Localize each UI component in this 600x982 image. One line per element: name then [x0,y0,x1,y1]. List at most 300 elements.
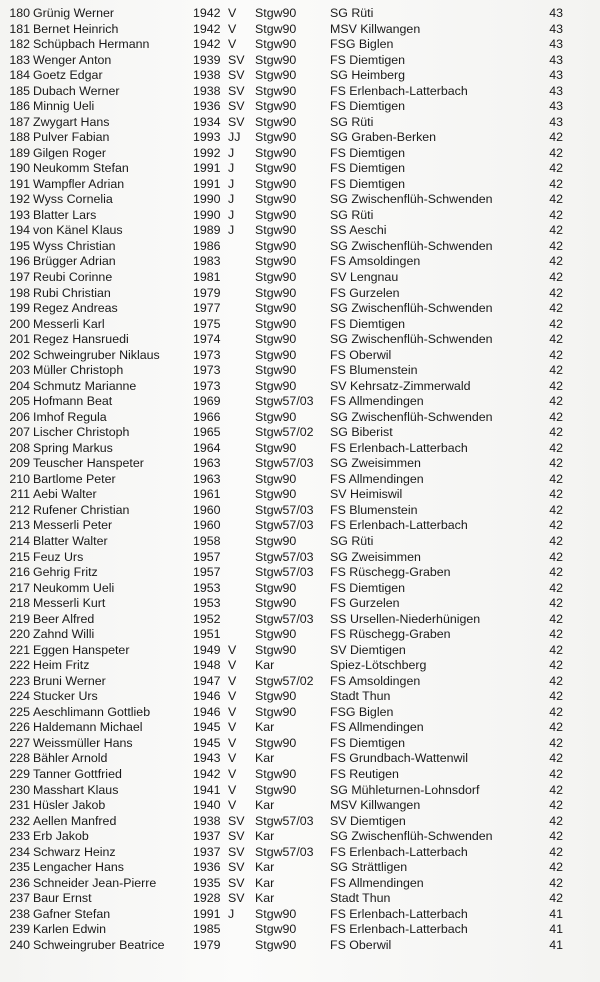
category-cell: SV [228,860,245,875]
score-cell: 42 [549,534,563,549]
club-name: SS Ursellen-Niederhünigen [330,611,481,626]
shooter-name: Messerli Peter [33,518,113,533]
shooter-name: Rufener Christian [33,502,130,517]
rank-cell: 192 [9,192,30,207]
club-name: FSG Biglen [330,37,394,52]
score-cell: 41 [549,922,563,937]
rank-cell: 203 [9,363,30,378]
rank-cell: 223 [9,673,30,688]
shooter-name: Gilgen Roger [33,145,107,160]
list-item [0,814,600,830]
shooter-name: Reubi Corinne [33,270,113,284]
weapon-cell: Stgw90 [255,378,297,393]
score-cell: 42 [549,596,563,611]
shooter-name: Grünig Werner [33,6,115,20]
rank-cell: 214 [9,534,30,549]
weapon-cell: Kar [255,751,275,766]
score-cell: 42 [549,798,563,813]
rank-cell: 181 [9,21,30,36]
birth-year: 1936 [193,860,221,875]
club-name: FS Allmendingen [330,471,424,486]
score-cell: 42 [549,751,563,766]
shooter-name: Bartlome Peter [33,471,116,486]
rank-cell: 188 [9,130,30,145]
birth-year: 1939 [193,52,221,67]
shooter-name: Rubi Christian [33,285,111,300]
list-item [0,394,600,410]
weapon-cell: Stgw57/03 [255,502,314,517]
rank-cell: 190 [9,161,30,176]
category-cell: SV [228,813,245,828]
shooter-name: Regez Andreas [33,301,118,316]
club-name: FSG Biglen [330,704,394,719]
category-cell: V [228,798,237,813]
club-name: FS Allmendingen [330,875,424,890]
list-item [0,550,600,566]
rank-cell: 194 [9,223,30,238]
list-item [0,627,600,643]
list-item [0,317,600,333]
score-cell: 42 [549,829,563,844]
club-name: FS Erlenbach-Latterbach [330,83,468,98]
category-cell: V [228,689,237,704]
weapon-cell: Stgw57/03 [255,456,314,471]
category-cell: V [228,21,237,36]
score-cell: 42 [549,580,563,595]
rank-cell: 182 [9,37,30,52]
rank-cell: 208 [9,440,30,455]
category-cell: V [228,782,237,797]
list-item [0,503,600,519]
shooter-name: Erb Jakob [33,829,89,844]
rank-cell: 227 [9,735,30,750]
score-cell: 42 [549,891,563,906]
birth-year: 1948 [193,658,221,673]
score-cell: 42 [549,145,563,160]
score-cell: 42 [549,254,563,269]
score-cell: 42 [549,502,563,517]
shooter-name: Beer Alfred [33,611,95,626]
score-cell: 42 [549,875,563,890]
weapon-cell: Stgw90 [255,534,297,549]
category-cell: V [228,751,237,766]
weapon-cell: Stgw90 [255,440,297,455]
category-cell: J [228,192,235,207]
birth-year: 1958 [193,534,221,549]
score-cell: 42 [549,565,563,580]
club-name: FS Diemtigen [330,735,406,750]
club-name: SG Graben-Berken [330,130,437,145]
rank-cell: 187 [9,114,30,129]
rank-cell: 230 [9,782,30,797]
list-item [0,146,600,162]
club-name: SG Zwischenflüh-Schwenden [330,301,493,316]
rank-cell: 213 [9,518,30,533]
rank-cell: 215 [9,549,30,564]
weapon-cell: Stgw90 [255,347,297,362]
shooter-name: Weissmüller Hans [33,735,133,750]
score-cell: 42 [549,627,563,642]
category-cell: V [228,37,237,52]
list-item [0,53,600,69]
weapon-cell: Stgw57/03 [255,549,314,564]
category-cell: SV [228,99,245,114]
club-name: SG Rüti [330,114,374,129]
list-item [0,37,600,53]
list-item [0,487,600,503]
category-cell: J [228,223,235,238]
score-cell: 42 [549,860,563,875]
shooter-name: Neukomm Stefan [33,161,129,176]
club-name: FS Blumenstein [330,502,418,517]
score-cell: 43 [549,99,563,114]
weapon-cell: Stgw90 [255,223,297,238]
birth-year: 1990 [193,207,221,222]
birth-year: 1985 [193,922,221,937]
birth-year: 1935 [193,875,221,890]
shooter-name: von Känel Klaus [33,223,123,238]
list-item [0,845,600,861]
birth-year: 1937 [193,829,221,844]
shooter-name: Haldemann Michael [33,720,143,735]
club-name: SG Zweisimmen [330,549,421,564]
club-name: SG Heimberg [330,68,406,83]
score-cell: 42 [549,316,563,331]
rank-cell: 222 [9,658,30,673]
weapon-cell: Stgw90 [255,130,297,145]
list-item [0,208,600,224]
club-name: SG Zwischenflüh-Schwenden [330,332,493,347]
list-item [0,6,600,22]
list-item [0,332,600,348]
list-item [0,456,600,472]
score-cell: 42 [549,161,563,176]
score-cell: 42 [549,813,563,828]
category-cell: J [228,207,235,222]
club-name: FS Gurzelen [330,285,400,300]
score-cell: 42 [549,270,563,284]
score-cell: 42 [549,363,563,378]
club-name: FS Allmendingen [330,720,424,735]
list-item [0,534,600,550]
score-cell: 42 [549,207,563,222]
rank-cell: 224 [9,689,30,704]
category-cell: SV [228,83,245,98]
score-cell: 42 [549,720,563,735]
birth-year: 1993 [193,130,221,145]
score-cell: 42 [549,192,563,207]
weapon-cell: Stgw90 [255,766,297,781]
list-item [0,348,600,364]
list-item [0,705,600,721]
shooter-name: Regez Hansruedi [33,332,129,347]
birth-year: 1945 [193,720,221,735]
club-name: FS Diemtigen [330,161,406,176]
score-cell: 42 [549,425,563,440]
list-item [0,99,600,115]
rank-cell: 209 [9,456,30,471]
rank-cell: 219 [9,611,30,626]
weapon-cell: Stgw90 [255,580,297,595]
club-name: FS Diemtigen [330,580,406,595]
weapon-cell: Stgw90 [255,37,297,52]
weapon-cell: Stgw57/03 [255,518,314,533]
shooter-name: Stucker Urs [33,689,98,704]
weapon-cell: Stgw90 [255,238,297,253]
weapon-cell: Stgw57/03 [255,394,314,409]
list-item [0,907,600,923]
score-cell: 42 [549,176,563,191]
weapon-cell: Kar [255,860,275,875]
birth-year: 1945 [193,735,221,750]
birth-year: 1938 [193,813,221,828]
club-name: FS Rüschegg-Graben [330,565,451,580]
score-cell: 42 [549,689,563,704]
score-cell: 42 [549,440,563,455]
score-cell: 43 [549,21,563,36]
birth-year: 1990 [193,192,221,207]
birth-year: 1961 [193,487,221,502]
weapon-cell: Stgw57/03 [255,844,314,859]
category-cell: SV [228,68,245,83]
weapon-cell: Stgw57/02 [255,673,314,688]
shooter-name: Hofmann Beat [33,394,113,409]
score-cell: 42 [549,673,563,688]
list-item [0,938,600,954]
rank-cell: 225 [9,704,30,719]
list-item [0,596,600,612]
shooter-name: Schweingruber Beatrice [33,937,165,952]
club-name: SG Biberist [330,425,393,440]
rank-cell: 186 [9,99,30,114]
list-item [0,472,600,488]
weapon-cell: Stgw90 [255,176,297,191]
shooter-name: Schüpbach Hermann [33,37,150,52]
score-cell: 42 [549,518,563,533]
club-name: SV Heimiswil [330,487,403,502]
rank-cell: 189 [9,145,30,160]
club-name: SS Aeschi [330,223,387,238]
weapon-cell: Kar [255,658,275,673]
score-cell: 42 [549,782,563,797]
birth-year: 1975 [193,316,221,331]
shooter-name: Spring Markus [33,440,113,455]
category-cell: V [228,766,237,781]
rank-cell: 197 [9,270,30,284]
shooter-name: Zwygart Hans [33,114,110,129]
weapon-cell: Stgw90 [255,735,297,750]
rank-cell: 195 [9,238,30,253]
score-cell: 43 [549,83,563,98]
weapon-cell: Stgw90 [255,937,297,952]
weapon-cell: Stgw90 [255,471,297,486]
weapon-cell: Stgw90 [255,99,297,114]
birth-year: 1965 [193,425,221,440]
club-name: SG Zwischenflüh-Schwenden [330,192,493,207]
list-item [0,379,600,395]
shooter-name: Baur Ernst [33,891,92,906]
birth-year: 1942 [193,6,221,20]
weapon-cell: Stgw57/03 [255,813,314,828]
club-name: SV Diemtigen [330,813,406,828]
rank-cell: 200 [9,316,30,331]
club-name: FS Gurzelen [330,596,400,611]
weapon-cell: Stgw90 [255,145,297,160]
rank-cell: 234 [9,844,30,859]
birth-year: 1946 [193,704,221,719]
birth-year: 1946 [193,689,221,704]
shooter-name: Blatter Walter [33,534,108,549]
score-cell: 42 [549,223,563,238]
weapon-cell: Stgw90 [255,642,297,657]
rank-cell: 193 [9,207,30,222]
shooter-name: Brügger Adrian [33,254,116,269]
birth-year: 1942 [193,21,221,36]
club-name: MSV Killwangen [330,798,421,813]
rank-cell: 235 [9,860,30,875]
shooter-name: Pulver Fabian [33,130,110,145]
weapon-cell: Stgw90 [255,332,297,347]
weapon-cell: Stgw90 [255,254,297,269]
rank-cell: 199 [9,301,30,316]
list-item [0,658,600,674]
shooter-name: Neukomm Ueli [33,580,115,595]
weapon-cell: Kar [255,798,275,813]
shooter-name: Heim Fritz [33,658,90,673]
birth-year: 1986 [193,238,221,253]
score-cell: 42 [549,471,563,486]
shooter-name: Masshart Klaus [33,782,119,797]
weapon-cell: Stgw90 [255,782,297,797]
shooter-name: Hüsler Jakob [33,798,106,813]
birth-year: 1942 [193,766,221,781]
shooter-name: Bernet Heinrich [33,21,119,36]
rank-cell: 236 [9,875,30,890]
score-cell: 41 [549,937,563,952]
weapon-cell: Stgw90 [255,270,297,284]
rank-cell: 228 [9,751,30,766]
weapon-cell: Stgw90 [255,192,297,207]
shooter-name: Zahnd Willi [33,627,95,642]
birth-year: 1940 [193,798,221,813]
weapon-cell: Stgw90 [255,207,297,222]
list-item [0,425,600,441]
rank-cell: 210 [9,471,30,486]
list-item [0,612,600,628]
score-cell: 42 [549,704,563,719]
birth-year: 1973 [193,378,221,393]
birth-year: 1943 [193,751,221,766]
rank-cell: 221 [9,642,30,657]
weapon-cell: Stgw90 [255,409,297,424]
weapon-cell: Stgw90 [255,21,297,36]
club-name: SG Rüti [330,207,374,222]
weapon-cell: Stgw90 [255,487,297,502]
weapon-cell: Stgw90 [255,285,297,300]
shooter-name: Dubach Werner [33,83,120,98]
birth-year: 1991 [193,161,221,176]
club-name: FS Amsoldingen [330,673,421,688]
list-item [0,891,600,907]
category-cell: SV [228,844,245,859]
category-cell: V [228,658,237,673]
list-item [0,115,600,131]
category-cell: J [228,176,235,191]
list-item [0,720,600,736]
rank-cell: 196 [9,254,30,269]
weapon-cell: Stgw90 [255,922,297,937]
shooter-name: Karlen Edwin [33,922,107,937]
category-cell: J [228,161,235,176]
score-cell: 42 [549,642,563,657]
list-item [0,286,600,302]
birth-year: 1960 [193,518,221,533]
list-item [0,177,600,193]
birth-year: 1966 [193,409,221,424]
club-name: FS Oberwil [330,347,392,362]
club-name: FS Reutigen [330,766,399,781]
rank-cell: 237 [9,891,30,906]
list-item [0,798,600,814]
club-name: SV Kehrsatz-Zimmerwald [330,378,471,393]
score-cell: 42 [549,766,563,781]
birth-year: 1991 [193,176,221,191]
birth-year: 1936 [193,99,221,114]
birth-year: 1969 [193,394,221,409]
club-name: FS Amsoldingen [330,254,421,269]
birth-year: 1973 [193,363,221,378]
list-item [0,22,600,38]
score-cell: 42 [549,238,563,253]
birth-year: 1934 [193,114,221,129]
birth-year: 1974 [193,332,221,347]
birth-year: 1979 [193,937,221,952]
list-item [0,192,600,208]
shooter-name: Wyss Christian [33,238,116,253]
rank-cell: 232 [9,813,30,828]
list-item [0,441,600,457]
category-cell: J [228,906,235,921]
birth-year: 1928 [193,891,221,906]
club-name: SG Mühleturnen-Lohnsdorf [330,782,480,797]
category-cell: V [228,735,237,750]
weapon-cell: Kar [255,875,275,890]
score-cell: 42 [549,130,563,145]
weapon-cell: Stgw57/02 [255,425,314,440]
rank-cell: 198 [9,285,30,300]
weapon-cell: Stgw90 [255,6,297,20]
rank-cell: 240 [9,937,30,952]
rank-cell: 184 [9,68,30,83]
shooter-name: Lengacher Hans [33,860,124,875]
weapon-cell: Stgw90 [255,68,297,83]
list-item [0,68,600,84]
club-name: SG Zwischenflüh-Schwenden [330,829,493,844]
category-cell: V [228,673,237,688]
category-cell: V [228,704,237,719]
birth-year: 1963 [193,456,221,471]
club-name: FS Diemtigen [330,316,406,331]
rank-cell: 206 [9,409,30,424]
shooter-name: Schweingruber Niklaus [33,347,160,362]
weapon-cell: Stgw57/03 [255,565,314,580]
rank-cell: 226 [9,720,30,735]
club-name: FS Allmendingen [330,394,424,409]
list-item [0,581,600,597]
shooter-name: Feuz Urs [33,549,84,564]
rank-cell: 233 [9,829,30,844]
list-item [0,922,600,938]
